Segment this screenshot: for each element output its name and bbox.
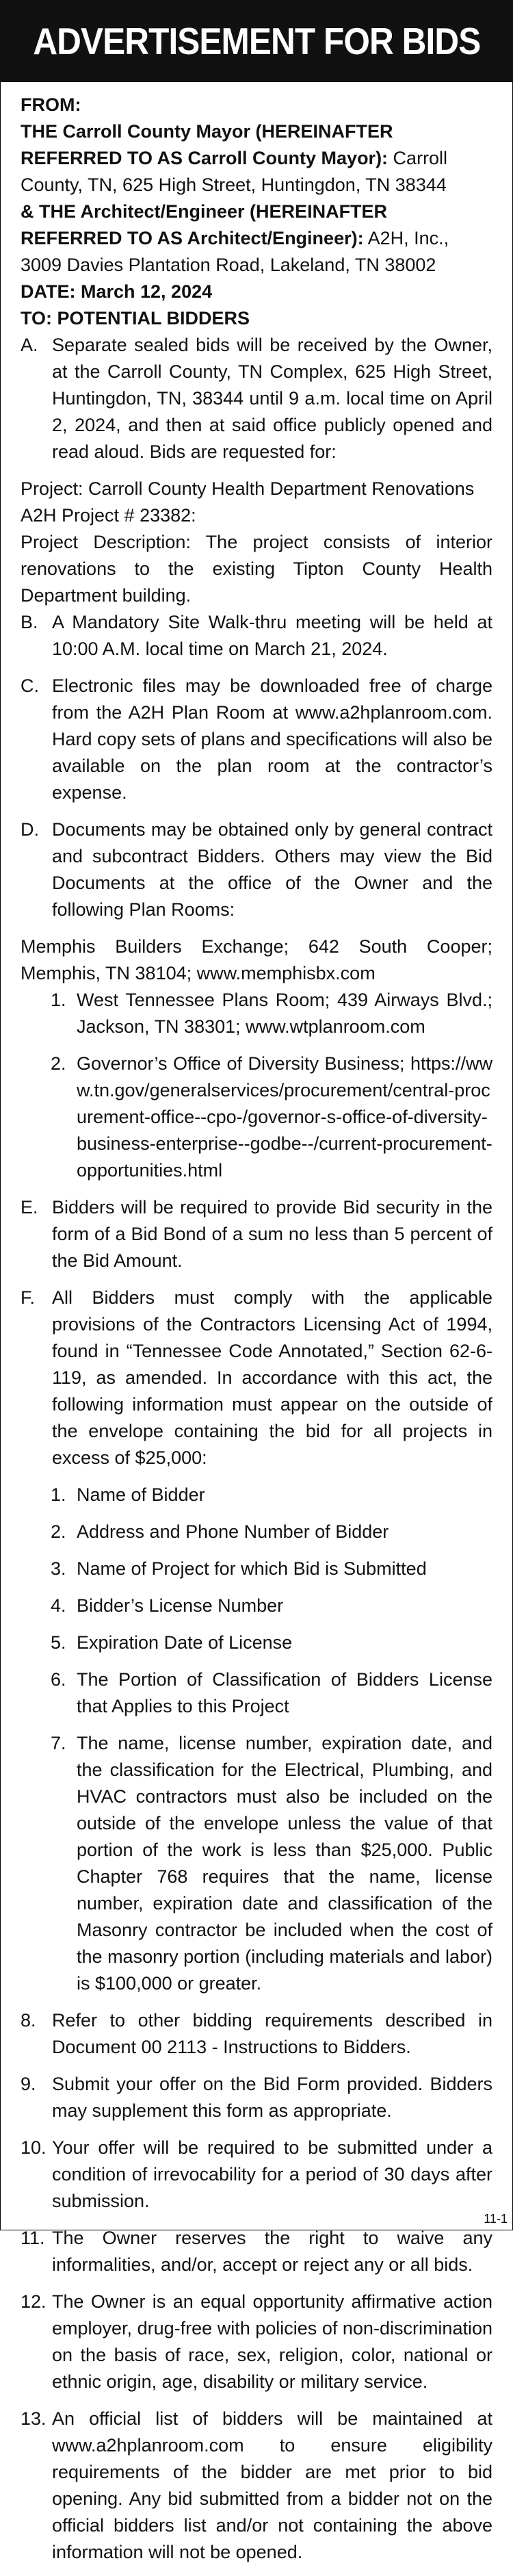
- item-text: Submit your offer on the Bid Form provided. Bidders may supplement this form as appropriate.: [52, 2074, 492, 2121]
- section-text: Documents may be obtained only by general contract and subcontract Bidders. Others may view the Bid Documents at the office of the Owner and the following Plan Rooms:: [52, 819, 492, 920]
- section-e: [21, 1194, 492, 1274]
- item-number: 13.: [21, 2408, 47, 2429]
- item-text: Bidder’s License Number: [77, 1595, 284, 1616]
- numbered-item: [21, 2406, 492, 2566]
- section-text: All Bidders must comply with the applicable provisions of the Contractors Licensing Act of 1994, found in “Tennessee Code Annotated,” Section 62-6-119, as amended. In accordance with this act, the following information must appear on the outside of the envelope containing the bid for all projects in excess of $25,000:: [52, 1287, 492, 1468]
- item-number: 10.: [21, 2137, 47, 2158]
- section-text: Electronic files may be downloaded free of charge from the A2H Plan Room at www.a2hplanroom.com. Hard copy sets of plans and specifications will also be available on the plan room at the contractor’s expense.: [52, 675, 492, 803]
- numbered-item: [21, 2225, 492, 2278]
- item-number: 3.: [51, 1558, 66, 1579]
- section-c: [21, 673, 492, 806]
- ad-reference-code: 11-1: [484, 2212, 508, 2226]
- page-title: ADVERTISEMENT FOR BIDS: [33, 20, 480, 62]
- section-f: [21, 1285, 492, 1471]
- architect-address: A2H, Inc., 3009 Davies Plantation Road, Lakeland, TN 38002: [21, 228, 449, 275]
- section-a: [21, 332, 492, 465]
- item-number: 11.: [21, 2228, 45, 2248]
- from-label: FROM:: [21, 94, 81, 115]
- item-number: 6.: [51, 1669, 66, 1690]
- item-number: 5.: [51, 1632, 66, 1653]
- owner-block: [21, 118, 492, 198]
- item-text: The Owner is an equal opportunity affirmative action employer, drug-free with policies of non-discrimination on the basis of race, sex, religion, color, national or ethnic origin, age, disability or military service.: [52, 2291, 492, 2392]
- item-number: 1.: [51, 990, 66, 1010]
- owner-heading: THE Carroll County Mayor (HEREINAFTER REFERRED TO AS Carroll County Mayor):: [21, 121, 393, 168]
- section-label: A.: [21, 335, 38, 355]
- section-label: F.: [21, 1287, 36, 1308]
- item-text: An official list of bidders will be maintained at www.a2hplanroom.com to ensure eligibility requirements of the bidder are met prior to bid opening. Any bid submitted from a bidder not on the official bidders list and/or not containing the above information will not be opened.: [52, 2408, 492, 2562]
- section-text: Bidders will be required to provide Bid security in the form of a Bid Bond of a sum no less than 5 percent of the Bid Amount.: [52, 1197, 492, 1271]
- item-text: Your offer will be required to be submitted under a condition of irrevocability for a period of 30 days after submission.: [52, 2137, 492, 2211]
- section-d: [21, 816, 492, 923]
- section-b: [21, 609, 492, 662]
- item-number: 1.: [51, 1484, 66, 1505]
- envelope-requirement: [51, 1556, 492, 1582]
- section-text: A Mandatory Site Walk-thru meeting will be held at 10:00 A.M. local time on March 21, 2024.: [52, 612, 492, 659]
- project-description: Project Description: The project consists of interior renovations to the existing Tipton County Health Department building.: [21, 532, 492, 606]
- title-banner: [0, 0, 513, 82]
- item-number: 4.: [51, 1595, 66, 1616]
- numbered-item: [21, 2007, 492, 2061]
- envelope-requirement: [51, 1666, 492, 1720]
- to-line: TO: POTENTIAL BIDDERS: [21, 308, 250, 329]
- item-text: The Owner reserves the right to waive any informalities, and/or, accept or reject any or all bids.: [52, 2228, 492, 2275]
- section-text: Separate sealed bids will be received by the Owner, at the Carroll County, TN Complex, 625 High Street, Huntingdon, TN, 38344 until 9 a.m. local time on April 2, 2024, and then at said office publicly opened and read aloud. Bids are requested for:: [52, 335, 492, 462]
- architect-block: [21, 198, 492, 279]
- item-number: 8.: [21, 2010, 36, 2031]
- plan-room: Memphis Builders Exchange; 642 South Cooper; Memphis, TN 38104; www.memphisbx.com: [21, 936, 492, 983]
- date-line: DATE: March 12, 2024: [21, 281, 213, 302]
- plan-room-item: [51, 987, 492, 1040]
- item-text: The name, license number, expiration date, and the classification for the Electrical, Plumbing, and HVAC contractors must also be included on the outside of the envelope unless the value of that portion of the work is less than $25,000. Public Chapter 768 requires that the name, license number, expiration date and classification of the Masonry contractor be included when the cost of the masonry portion (including materials and labor) is $100,000 or greater.: [77, 1733, 492, 1994]
- section-label: C.: [21, 675, 39, 696]
- plan-room-item: [51, 1051, 492, 1184]
- envelope-requirement: [51, 1630, 492, 1656]
- item-text: The Portion of Classification of Bidders License that Applies to this Project: [77, 1669, 492, 1716]
- owner-address: Carroll County, TN, 625 High Street, Huntingdon, TN 38344: [21, 148, 448, 195]
- item-text: Refer to other bidding requirements described in Document 00 2113 - Instructions to Bidders.: [52, 2010, 492, 2057]
- item-number: 2.: [51, 1053, 66, 1074]
- item-text: Name of Project for which Bid is Submitted: [77, 1558, 427, 1579]
- numbered-item: [21, 2135, 492, 2215]
- item-number: 7.: [51, 1733, 66, 1753]
- item-number: 12.: [21, 2291, 47, 2312]
- project-number: A2H Project # 23382:: [21, 505, 196, 526]
- item-text: West Tennessee Plans Room; 439 Airways Blvd.; Jackson, TN 38301; www.wtplanroom.com: [77, 990, 492, 1037]
- ad-body: [21, 92, 492, 2576]
- architect-heading: & THE Architect/Engineer (HEREINAFTER REFERRED TO AS Architect/Engineer):: [21, 201, 388, 248]
- envelope-requirement: [51, 1730, 492, 1997]
- item-text: Governor’s Office of Diversity Business; https://www.tn.gov/generalservices/procurement/central-procurement-office--cpo-/governor-s-office-of-diversity-business-enterprise--godbe--/current-procurement-opportunities.html: [77, 1053, 492, 1181]
- item-text: Name of Bidder: [77, 1484, 205, 1505]
- envelope-requirement: [51, 1593, 492, 1619]
- item-text: Address and Phone Number of Bidder: [77, 1521, 389, 1542]
- section-label: B.: [21, 612, 38, 632]
- envelope-requirement: [51, 1519, 492, 1545]
- envelope-requirement: [51, 1482, 492, 1508]
- numbered-item: [21, 2289, 492, 2395]
- item-text: Expiration Date of License: [77, 1632, 293, 1653]
- item-number: 9.: [21, 2074, 36, 2094]
- numbered-item: [21, 2071, 492, 2124]
- section-label: D.: [21, 819, 39, 840]
- project-name: Project: Carroll County Health Department Renovations: [21, 478, 475, 499]
- item-number: 2.: [51, 1521, 66, 1542]
- section-label: E.: [21, 1197, 38, 1218]
